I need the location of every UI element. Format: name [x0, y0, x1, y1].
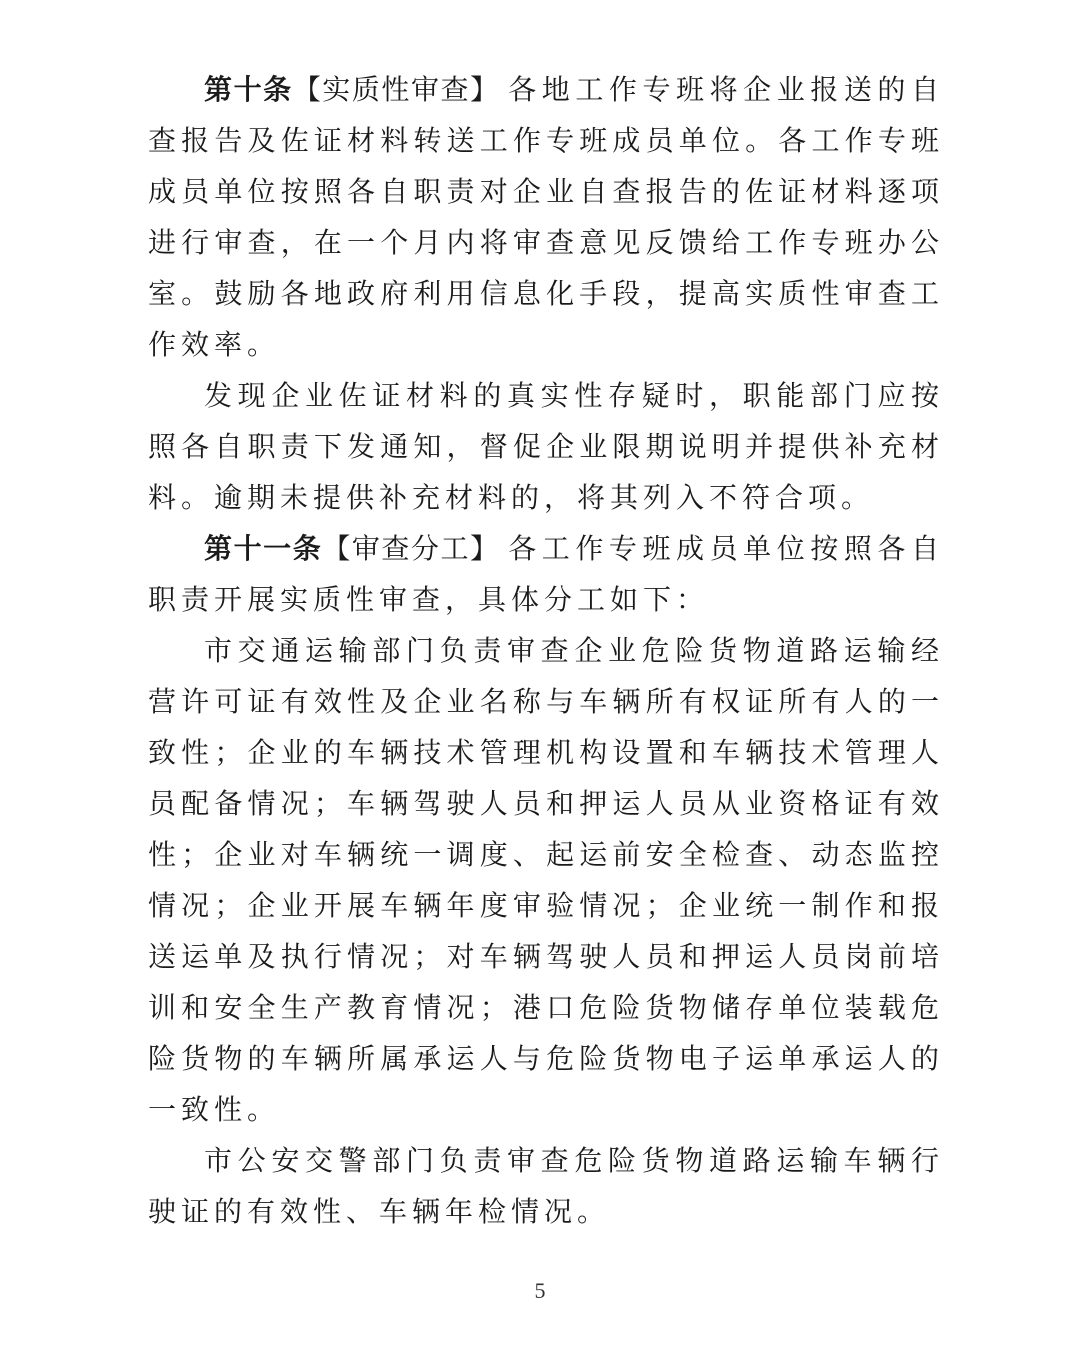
article-11-paragraph-2: 市交通运输部门负责审查企业危险货物道路运输经营许可证有效性及企业名称与车辆所有权证所有人的一致性；企业的车辆技术管理机构设置和车辆技术管理人员配备情况；车辆驾驶人员和押运人员从业资格证有效性；企业对车辆统一调度、起运前安全检查、动态监控情况；企业开展车辆年度审验情况；企业统一制作和报送运单及执行情况；对车辆驾驶人员和押运人员岗前培训和安全生产教育情况；港口危险货物储存单位装载危险货物的车辆所属承运人与危险货物电子运单承运人的一致性。	[148, 634, 944, 1126]
article-text: 各工作专班成员单位按照各自职责开展实质性审查，具体分工如下：	[148, 532, 944, 616]
article-10-paragraph	[148, 64, 944, 370]
page-number: 5	[534, 1278, 546, 1303]
article-text: 各地工作专班将企业报送的自查报告及佐证材料转送工作专班成员单位。各工作专班成员单位按照各自职责对企业自查报告的佐证材料逐项进行审查，在一个月内将审查意见反馈给工作专班办公室。鼓励各地政府利用信息化手段，提高实质性审查工作效率。	[148, 73, 944, 361]
article-heading: 【审查分工】	[322, 532, 500, 565]
document-page	[148, 64, 944, 1237]
article-heading: 【实质性审查】	[292, 73, 500, 106]
article-11-paragraph-3: 市公安交警部门负责审查危险货物道路运输车辆行驶证的有效性、车辆年检情况。	[148, 1144, 944, 1228]
article-number: 第十一条	[204, 532, 323, 565]
article-10-paragraph-2: 发现企业佐证材料的真实性存疑时，职能部门应按照各自职责下发通知，督促企业限期说明并提供补充材料。逾期未提供补充材料的，将其列入不符合项。	[148, 379, 944, 514]
article-11-paragraph	[148, 523, 944, 625]
article-number: 第十条	[204, 73, 293, 106]
